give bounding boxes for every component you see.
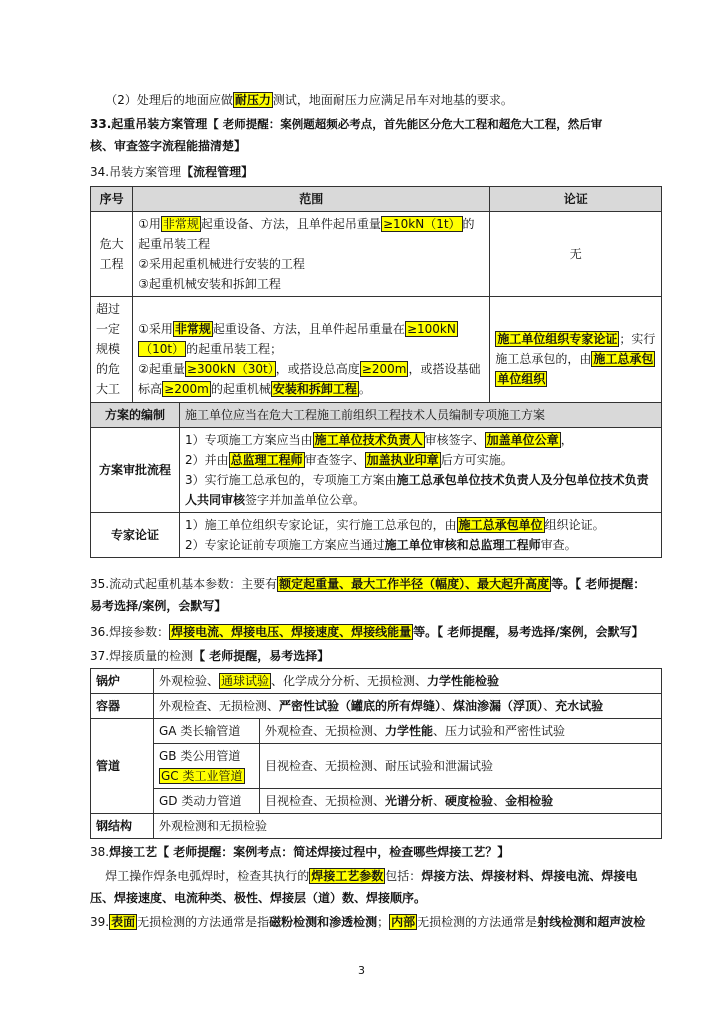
text-cell: 施工单位应当在危大工程施工前组织工程技术人员编制专项施工方案 bbox=[180, 403, 662, 428]
scope-cell: ①用 非常规 起重设备、方法，且单件起吊重量 ≥10kN（1t） 的 起重吊装工程 ②采用起重机械进行安装的工程 ③起重机械安装和拆卸工程 bbox=[133, 212, 490, 297]
para-38: 焊工操作焊条电弧焊时，检查其执行的 焊接工艺参数 包括：焊接方法、焊接材料、焊接电流、焊接电 bbox=[105, 869, 638, 883]
section-38: 38.焊接工艺【 老师提醒：案例考点：简述焊接过程中，检查哪些焊接工艺？】 bbox=[90, 845, 510, 859]
section-35-cont: 易考选择/案例，会默写】 bbox=[90, 599, 227, 613]
row-label: 危大工程 bbox=[91, 212, 133, 297]
section-37: 37.焊接质量的检测【 老师提醒，易考选择】 bbox=[90, 649, 330, 663]
text-cell: 外观检验、 通球试验 、化学成分分析、无损检测、力学性能检验 bbox=[154, 669, 662, 694]
row-label: 容器 bbox=[91, 694, 154, 719]
proof-cell: 无 bbox=[490, 212, 662, 297]
row-label: 方案审批流程 bbox=[91, 428, 180, 513]
th-proof: 论证 bbox=[490, 187, 662, 212]
pipe-class: GA 类长输管道 bbox=[154, 719, 260, 744]
th-scope: 范围 bbox=[133, 187, 490, 212]
page-number: 3 bbox=[358, 964, 365, 977]
highlight-text: 耐压力 bbox=[234, 93, 271, 107]
proof-cell: 施工单位组织专家论证 ；实行 施工总承包的，由 施工总承包 单位组织 bbox=[490, 297, 662, 422]
scope-cell: ①采用 非常规 起重设备、方法，且单件起吊重量在 ≥100kN （10t） 的起重吊装工程； ②起重量 ≥300kN（30t） ，或搭设总高度 ≥200m ，或搭设基础 标高 ≥200m 的起重机械 安装和拆卸工程 。 bbox=[133, 297, 490, 422]
row-label: 锅炉 bbox=[91, 669, 154, 694]
para-38-cont: 压、焊接速度、电流种类、极性、焊接层（道）数、焊接顺序。 bbox=[90, 891, 427, 905]
pipe-class: GB 类公用管道 GC 类工业管道 bbox=[154, 744, 260, 789]
approval-table bbox=[90, 402, 662, 558]
crane-scope-table bbox=[90, 186, 662, 422]
row-label: 超过一定 规模的危 大工程 bbox=[91, 297, 133, 422]
text-cell: 目视检查、无损检测、光谱分析、硬度检验、金相检验 bbox=[260, 789, 662, 814]
section-36: 36.焊接参数： 焊接电流、焊接电压、焊接速度、焊接线能量 等。【 老师提醒，易考选择/案例，会默写】 bbox=[90, 625, 644, 639]
text: 测试，地面耐压力应满足吊车对地基的要求。 bbox=[272, 93, 513, 107]
weld-inspection-table bbox=[90, 668, 662, 839]
th-seq: 序号 bbox=[91, 187, 133, 212]
text-cell: 1）专项施工方案应当由 施工单位技术负责人 审核签字、 加盖单位公章 ， 2）并由 总监理工程师 审查签字、 加盖执业印章 后方可实施。 3）实行施工总承包的，专项施工方案由施工总承包单位技术负责人及分包单位技术负责 人共同审核签字并加盖单位公章。 bbox=[180, 428, 662, 513]
pipe-class: GD 类动力管道 bbox=[154, 789, 260, 814]
para-ground-test bbox=[90, 90, 662, 110]
text-cell: 目视检查、无损检测、耐压试验和泄漏试验 bbox=[260, 744, 662, 789]
text-cell: 外观检测和无损检验 bbox=[154, 814, 662, 839]
text-cell: 外观检查、无损检测、严密性试验（罐底的所有焊缝）、煤油渗漏（浮顶）、充水试验 bbox=[154, 694, 662, 719]
text: （2）处理后的地面应做 bbox=[105, 93, 233, 107]
row-label: 钢结构 bbox=[91, 814, 154, 839]
row-label: 专家论证 bbox=[91, 513, 180, 558]
text-cell: 1）施工单位组织专家论证，实行施工总承包的，由 施工总承包单位 组织论证。 2）专家论证前专项施工方案应当通过施工单位审核和总监理工程师审查。 bbox=[180, 513, 662, 558]
section-34: 34.吊装方案管理【流程管理】 bbox=[90, 165, 254, 179]
section-33-note-cont: 核、审查签字流程能描清楚】 bbox=[90, 139, 247, 153]
text-cell: 外观检查、无损检测、力学性能、压力试验和严密性试验 bbox=[260, 719, 662, 744]
section-33: 33.起重吊装方案管理【 老师提醒：案例题超频必考点，首先能区分危大工程和超危大工程，然后审 bbox=[90, 117, 603, 131]
section-35: 35.流动式起重机基本参数：主要有 额定起重量、最大工作半径（幅度）、最大起升高度 等。【 老师提醒： bbox=[90, 577, 646, 591]
row-label: 方案的编制 bbox=[91, 403, 180, 428]
row-label: 管道 bbox=[91, 719, 154, 814]
section-39: 39. 表面 无损检测的方法通常是指磁粉检测和渗透检测； 内部 无损检测的方法通常是射线检测和超声波检 bbox=[90, 915, 646, 929]
